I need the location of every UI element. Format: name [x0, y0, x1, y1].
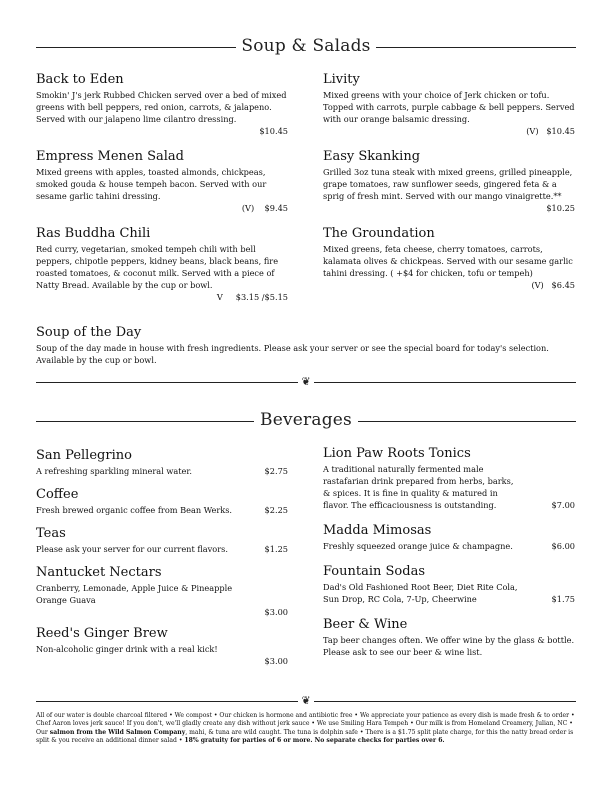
section-title: Soup & Salads	[241, 36, 371, 56]
item-name: Madda Mimosas	[323, 523, 432, 538]
item-price: $2.25	[264, 505, 288, 515]
item-price: $10.45	[259, 126, 288, 136]
menu-item	[323, 523, 575, 552]
section-divider	[36, 694, 576, 708]
menu-item	[36, 448, 288, 477]
item-desc: Grilled 3oz tuna steak with mixed greens, grilled pineapple, grape tomatoes, raw sunflower seeds, gingered feta & a sprig of fresh mint. Served with our mango vinaigrette.**	[323, 167, 573, 201]
item-desc: Red curry, vegetarian, smoked tempeh chili with bell peppers, chipotle peppers, kidney beans, black beans, fire roasted tomatoes, & coconut milk. Served with a piece of Natty Bread. Available by the cup or bowl.	[36, 244, 279, 290]
menu-item	[36, 487, 288, 516]
menu-item	[323, 564, 575, 605]
footer-bold: 18% gratuity for parties of 6 or more. No separate checks for parties over 6.	[184, 737, 445, 745]
beverages-left-column	[36, 448, 288, 679]
item-name: Livity	[323, 72, 360, 87]
item-desc: A traditional naturally fermented male rastafarian drink prepared from herbs, barks, & spices. It is fine in quality & matured in flavor. The efficaciousness is outstanding.	[323, 464, 514, 510]
item-name: Reed's Ginger Brew	[36, 626, 168, 641]
menu-item	[323, 226, 575, 291]
item-desc	[36, 465, 288, 477]
item-name: San Pellegrino	[36, 448, 132, 463]
soup-right-column	[323, 72, 575, 303]
item-desc	[323, 540, 575, 552]
item-name: Ras Buddha Chili	[36, 226, 151, 241]
item-desc: Dad's Old Fashioned Root Beer, Diet Rite Cola, Sun Drop, RC Cola, 7-Up, Cheerwine	[323, 582, 518, 604]
item-desc-text: Freshly squeezed orange juice & champagne.	[323, 541, 513, 551]
item-desc	[36, 543, 288, 555]
menu-item	[323, 149, 575, 214]
soup-left-column	[36, 72, 288, 315]
section-title: Beverages	[260, 410, 352, 430]
menu-item	[36, 565, 288, 618]
item-desc: Cranberry, Lemonade, Apple Juice & Pineapple Orange Guava	[36, 583, 233, 605]
item-name: Beer & Wine	[323, 617, 408, 632]
menu-item	[36, 626, 288, 667]
footer-text: , mahi, & tuna are wild caught. The tuna is dolphin safe • There is a $1.75 split plate charge, for this the natty bread order is split & you receive an additional dinner salad •	[36, 728, 574, 745]
item-name: Nantucket Nectars	[36, 565, 162, 580]
item-desc: Mixed greens, feta cheese, cherry tomatoes, carrots, kalamata olives & chickpeas. Served with our sesame garlic tahini dressing. ( +$4 for chicken, tofu or tempeh)	[323, 244, 573, 278]
item-price: $6.00	[551, 541, 575, 551]
item-desc-text: Please ask your server for our current flavors.	[36, 544, 228, 554]
item-name: Lion Paw Roots Tonics	[323, 446, 471, 461]
item-desc: Mixed greens with your choice of Jerk chicken or tofu. Topped with carrots, purple cabbage & bell peppers. Served with our orange balsamic dressing.	[323, 90, 575, 124]
item-name: Fountain Sodas	[323, 564, 425, 579]
menu-item	[36, 526, 288, 555]
item-price: $7.00	[551, 500, 575, 510]
footer-text: All of our water is double charcoal filtered • We compost • Our chicken is hormone and antibiotic free • We appreciate your patience as every dish is made fresh & to order • Chef Aaron loves jerk sauce! If you don't, we'll gladly create any dish without jerk sauce • We use Smiling Hara Tempeh • Our milk is from Homeland Creamery, Julian, NC • Our	[36, 712, 575, 736]
beverages-header	[36, 410, 576, 434]
menu-item	[323, 446, 575, 511]
flourish-icon: ❦	[298, 375, 314, 389]
item-name: The Groundation	[323, 226, 435, 241]
item-price: $1.75	[551, 594, 575, 604]
soup-salads-header	[36, 36, 576, 60]
menu-item	[36, 72, 288, 137]
item-name: Soup of the Day	[36, 325, 142, 340]
item-price: V $3.15 /$5.15	[216, 292, 288, 302]
item-desc-text: Fresh brewed organic coffee from Bean Werks.	[36, 505, 233, 515]
item-name: Teas	[36, 526, 66, 541]
item-desc	[36, 504, 288, 516]
item-price: (V) $10.45	[526, 126, 575, 136]
item-price: $3.00	[264, 656, 288, 666]
section-divider	[36, 375, 576, 389]
flourish-icon: ❦	[298, 694, 314, 708]
item-name: Empress Menen Salad	[36, 149, 184, 164]
item-price: (V) $9.45	[241, 203, 288, 213]
item-name: Easy Skanking	[323, 149, 421, 164]
menu-item	[323, 72, 575, 137]
item-price: (V) $6.45	[531, 280, 575, 290]
item-desc: Smokin' J's jerk Rubbed Chicken served over a bed of mixed greens with bell peppers, red onion, carrots, & jalapeno. Served with our jalapeno lime cilantro dressing.	[36, 90, 287, 124]
item-desc: Non-alcoholic ginger drink with a real kick!	[36, 644, 218, 654]
item-desc: Soup of the day made in house with fresh ingredients. Please ask your server or see the special board for today's selection. Available by the cup or bowl.	[36, 343, 549, 365]
footer-notes	[36, 712, 576, 746]
item-price: $10.25	[546, 203, 575, 213]
item-desc-text: A refreshing sparkling mineral water.	[36, 466, 192, 476]
footer-bold: salmon from the Wild Salmon Company	[49, 728, 186, 736]
item-price: $1.25	[264, 544, 288, 554]
item-name: Coffee	[36, 487, 79, 502]
beverages-right-column	[323, 446, 575, 670]
soup-of-the-day	[36, 325, 576, 366]
item-desc: Mixed greens with apples, toasted almonds, chickpeas, smoked gouda & house tempeh bacon. Served with our sesame garlic tahini dressing.	[36, 167, 267, 201]
menu-item	[36, 149, 288, 214]
item-price: $2.75	[264, 466, 288, 476]
menu-item	[36, 226, 288, 303]
item-name: Back to Eden	[36, 72, 124, 87]
item-price: $3.00	[264, 607, 288, 617]
menu-item	[323, 617, 575, 658]
item-desc: Tap beer changes often. We offer wine by the glass & bottle. Please ask to see our beer & wine list.	[323, 635, 575, 657]
